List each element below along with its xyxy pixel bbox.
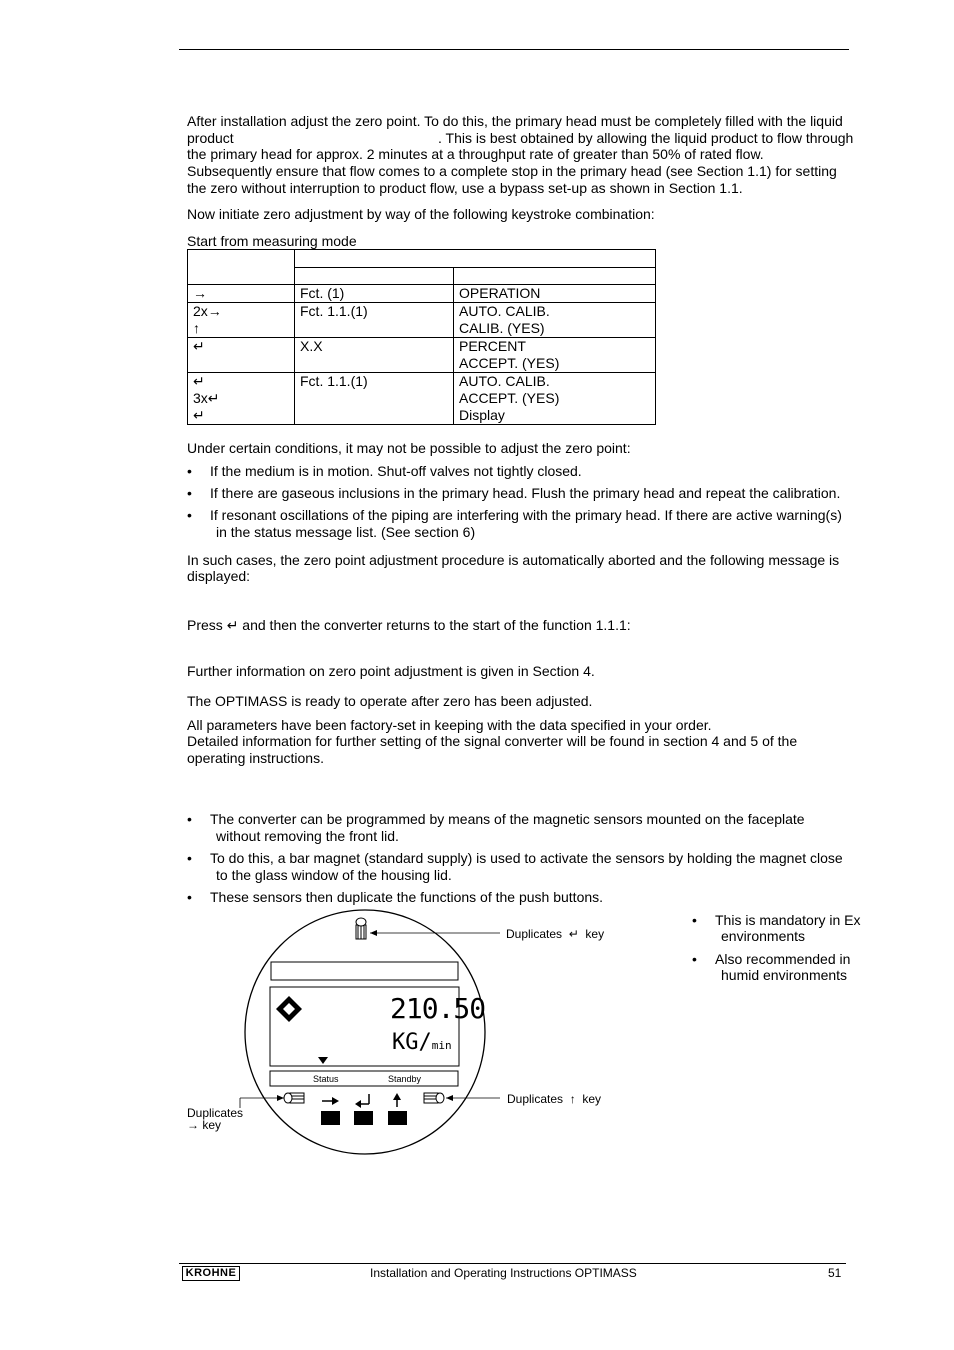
side-note: This is mandatory in Ex — [715, 912, 861, 928]
duplicates-right-label: Duplicates — [187, 1106, 244, 1120]
magnet-sensor-top-icon — [356, 918, 366, 939]
magnet-item: To do this, a bar magnet (standard supply) is used to activate the sensors by holding the magnet close — [210, 850, 843, 866]
intro-line-1: After installation adjust the zero point. To do this, the primary head must be completely filled with the liquid — [187, 113, 843, 129]
ready-text: The OPTIMASS is ready to operate after zero has been adjusted. — [187, 693, 593, 709]
intro-line-2a: product — [187, 130, 234, 146]
bullet-icon: • — [187, 463, 192, 479]
enter-key-icon: ↵ — [226, 617, 239, 633]
table-cell-fct: Fct. 1.1.(1) — [295, 303, 454, 338]
abort-line-2: displayed: — [187, 568, 251, 584]
bullet-icon: • — [187, 889, 192, 905]
table-cell-fct: Fct. (1) — [295, 285, 454, 303]
condition-item: If resonant oscillations of the piping are interfering with the primary head. If there are active warning(s) — [210, 507, 842, 523]
condition-item: If there are gaseous inclusions in the primary head. Flush the primary head and repeat the calibration. — [210, 485, 841, 501]
duplicates-enter-label: Duplicates ↵ key — [506, 927, 605, 941]
side-note: Also recommended in — [715, 951, 851, 967]
table-cell-text: AUTO. CALIB. ACCEPT. (YES) Display — [454, 373, 656, 425]
intro-line-4: Subsequently ensure that flow comes to a complete stop in the primary head (see Section 1.1) for setting — [187, 163, 837, 179]
abort-line-1: In such cases, the zero point adjustment procedure is automatically aborted and the following message is — [187, 552, 840, 568]
right-key-button — [321, 1111, 340, 1125]
right-arrow-key-icon — [322, 1097, 339, 1105]
navigation-diamond-icon — [276, 996, 302, 1022]
intro-line-2b: . This is best obtained by allowing the liquid product to flow through — [438, 130, 854, 146]
magnet-item: The converter can be programmed by means of the magnetic sensors mounted on the faceplate — [210, 811, 805, 827]
status-marker-icon — [318, 1057, 328, 1064]
press-text: Press ↵ and then the converter returns to the start of the function 1.1.1: — [187, 617, 631, 633]
table-cell-text: AUTO. CALIB. CALIB. (YES) — [454, 303, 656, 338]
magnet-item: These sensors then duplicate the functions of the push buttons. — [210, 889, 604, 905]
further-text: Further information on zero point adjustment is given in Section 4. — [187, 663, 595, 679]
side-note-cont: environments — [721, 928, 806, 944]
table-cell-keys: 2x→ ↑ — [188, 303, 295, 338]
table-cell-text: OPERATION — [454, 285, 656, 303]
table-cell-text: PERCENT ACCEPT. (YES) — [454, 338, 656, 373]
params-line-1: All parameters have been factory-set in keeping with the data specified in your order. — [187, 717, 712, 733]
krohne-logo: KROHNE — [182, 1266, 240, 1281]
params-line-3: operating instructions. — [187, 750, 324, 766]
magnet-item-cont: to the glass window of the housing lid. — [216, 867, 452, 883]
page-number: 51 — [828, 1266, 842, 1280]
condition-item-cont: in the status message list. (See section 6) — [216, 524, 476, 540]
initiate-text: Now initiate zero adjustment by way of the following keystroke combination: — [187, 206, 655, 222]
standby-label: Standby — [388, 1074, 422, 1084]
bullet-icon: • — [187, 850, 192, 866]
start-mode-text: Start from measuring mode — [187, 233, 357, 249]
bullet-icon: • — [692, 951, 697, 967]
duplicates-up-label: Duplicates ↑ key — [507, 1092, 602, 1106]
magnet-sensor-right-icon — [424, 1093, 444, 1103]
bullet-icon: • — [187, 507, 192, 523]
condition-item: If the medium is in motion. Shut-off valves not tightly closed. — [210, 463, 582, 479]
enter-key-button — [354, 1111, 373, 1125]
table-cell-keys: → — [188, 285, 295, 303]
intro-line-5: the zero without interruption to product flow, use a bypass set-up as shown in Section 1.1. — [187, 180, 743, 196]
status-bar — [270, 1071, 458, 1086]
side-note-cont: humid environments — [721, 967, 848, 983]
table-cell-fct: Fct. 1.1.(1) — [295, 373, 454, 425]
bullet-icon: • — [187, 811, 192, 827]
duplicates-right-label-2: → key — [187, 1118, 222, 1132]
table-cell-keys: ↵ — [188, 338, 295, 373]
params-line-2: Detailed information for further setting of the signal converter will be found in section 4 and 5 of the — [187, 733, 798, 749]
conditions-intro: Under certain conditions, it may not be possible to adjust the zero point: — [187, 440, 631, 456]
magnet-item-cont: without removing the front lid. — [216, 828, 399, 844]
intro-line-3: the primary head for approx. 2 minutes at a throughput rate of greater than 50% of rated flow. — [187, 146, 764, 162]
display-top-strip — [271, 962, 458, 980]
enter-key-symbol-icon — [355, 1094, 369, 1108]
up-arrow-key-icon — [393, 1093, 401, 1107]
up-key-button — [388, 1111, 407, 1125]
display-value: 210.50 — [390, 992, 486, 1025]
status-label: Status — [313, 1074, 339, 1084]
bullet-icon: • — [187, 485, 192, 501]
display-unit: KG/min — [392, 1030, 452, 1055]
table-cell-keys: ↵ 3x↵ ↵ — [188, 373, 295, 425]
footer-rule — [179, 1263, 846, 1264]
bullet-icon: • — [692, 912, 697, 928]
footer-title: Installation and Operating Instructions OPTIMASS — [370, 1266, 637, 1280]
table-cell-fct: X.X — [295, 338, 454, 373]
magnet-sensor-left-icon — [284, 1093, 304, 1103]
